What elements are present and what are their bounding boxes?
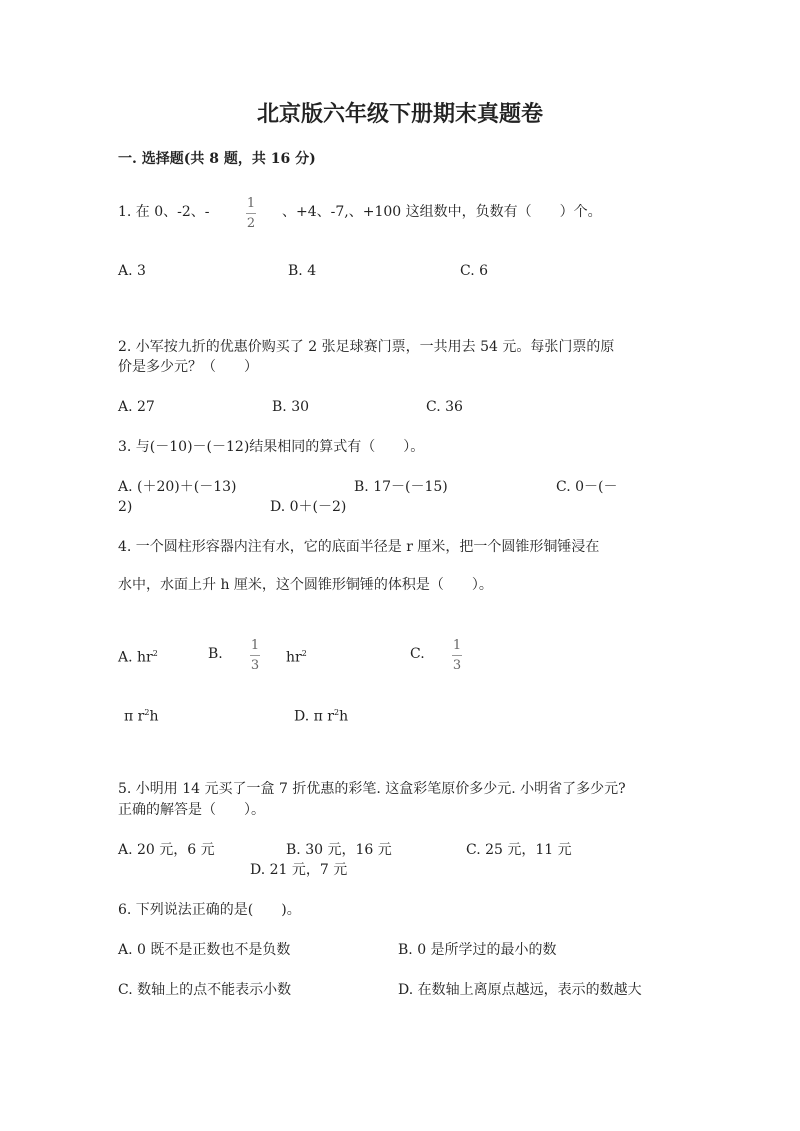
expr: π r bbox=[124, 708, 145, 725]
denominator: 3 bbox=[250, 658, 260, 673]
q4-line2: 水中，水面上升 h 厘米，这个圆锥形铜锤的体积是（ ）。 bbox=[118, 577, 493, 593]
denominator: 2 bbox=[246, 216, 256, 231]
q1-option-b: B. 4 bbox=[288, 263, 317, 279]
q4-option-d bbox=[294, 704, 348, 726]
denominator: 3 bbox=[452, 658, 462, 673]
q6-line1: 6. 下列说法正确的是( )。 bbox=[118, 902, 301, 918]
q4-option-a bbox=[118, 645, 158, 667]
exponent: 2 bbox=[152, 649, 158, 658]
numerator: 1 bbox=[250, 638, 260, 653]
q6-option-c: C. 数轴上的点不能表示小数 bbox=[118, 982, 292, 998]
q5-option-a: A. 20 元，6 元 bbox=[118, 842, 215, 858]
q6-option-a: A. 0 既不是正数也不是负数 bbox=[118, 942, 291, 958]
q2-option-c: C. 36 bbox=[426, 399, 463, 415]
q3-option-b: B. 17－(－15) bbox=[354, 479, 448, 495]
q4-fraction-b bbox=[250, 638, 260, 673]
q2-line1: 2. 小军按九折的优惠价购买了 2 张足球赛门票，一共用去 54 元。每张门票的原 bbox=[118, 339, 615, 355]
q2-option-b: B. 30 bbox=[272, 399, 310, 415]
q4-option-c-expr bbox=[124, 704, 158, 726]
q6-option-d: D. 在数轴上离原点越远，表示的数越大 bbox=[398, 982, 642, 998]
exponent: 2 bbox=[301, 649, 307, 658]
label: A. hr bbox=[118, 649, 153, 666]
q5-option-c: C. 25 元，11 元 bbox=[466, 842, 572, 858]
q6-option-b: B. 0 是所学过的最小的数 bbox=[398, 942, 557, 958]
q5-option-d: D. 21 元，7 元 bbox=[250, 862, 348, 878]
q1-text-a: 1. 在 0、-2、- bbox=[118, 204, 210, 220]
q5-line1: 5. 小明用 14 元买了一盒 7 折优惠的彩笔. 这盒彩笔原价多少元. 小明省了多少元? bbox=[118, 781, 626, 797]
q2-option-a: A. 27 bbox=[118, 399, 155, 415]
expr: hr bbox=[286, 649, 302, 666]
q4-option-c: C. bbox=[410, 646, 425, 662]
q5-option-b: B. 30 元，16 元 bbox=[286, 842, 392, 858]
q4-fraction-c bbox=[452, 638, 462, 673]
q3-option-c: C. 0－(－ bbox=[556, 479, 618, 495]
q1-option-a: A. 3 bbox=[118, 263, 146, 279]
q1-fraction bbox=[246, 196, 256, 231]
q3-option-c-cont: 2) bbox=[118, 499, 133, 515]
q4-option-b-expr bbox=[286, 645, 307, 667]
q4-line1: 4. 一个圆柱形容器内注有水，它的底面半径是 r 厘米，把一个圆锥形铜锤浸在 bbox=[118, 539, 600, 555]
q2-line2: 价是多少元？（ ） bbox=[118, 359, 258, 375]
expr: h bbox=[339, 708, 349, 725]
q4-option-b: B. bbox=[208, 646, 223, 662]
section-heading: 一. 选择题(共 8 题，共 16 分) bbox=[118, 151, 316, 167]
q3-option-a: A. (＋20)＋(－13) bbox=[118, 479, 237, 495]
expr: h bbox=[149, 708, 159, 725]
q5-line2: 正确的解答是（ ）。 bbox=[118, 802, 265, 818]
numerator: 1 bbox=[246, 196, 256, 211]
exponent: 2 bbox=[333, 708, 340, 717]
q3-option-d: D. 0＋(－2) bbox=[270, 499, 347, 515]
q3-line1: 3. 与(－10)－(－12)结果相同的算式有（ ）。 bbox=[118, 439, 425, 455]
q1-text-b: 、+4、-7,、+100 这组数中，负数有（ ）个。 bbox=[282, 204, 602, 220]
expr: D. π r bbox=[294, 708, 334, 725]
exponent: 2 bbox=[144, 708, 150, 717]
q1-option-c: C. 6 bbox=[460, 263, 489, 279]
numerator: 1 bbox=[452, 638, 462, 653]
page-title: 北京版六年级下册期末真题卷 bbox=[256, 101, 543, 127]
